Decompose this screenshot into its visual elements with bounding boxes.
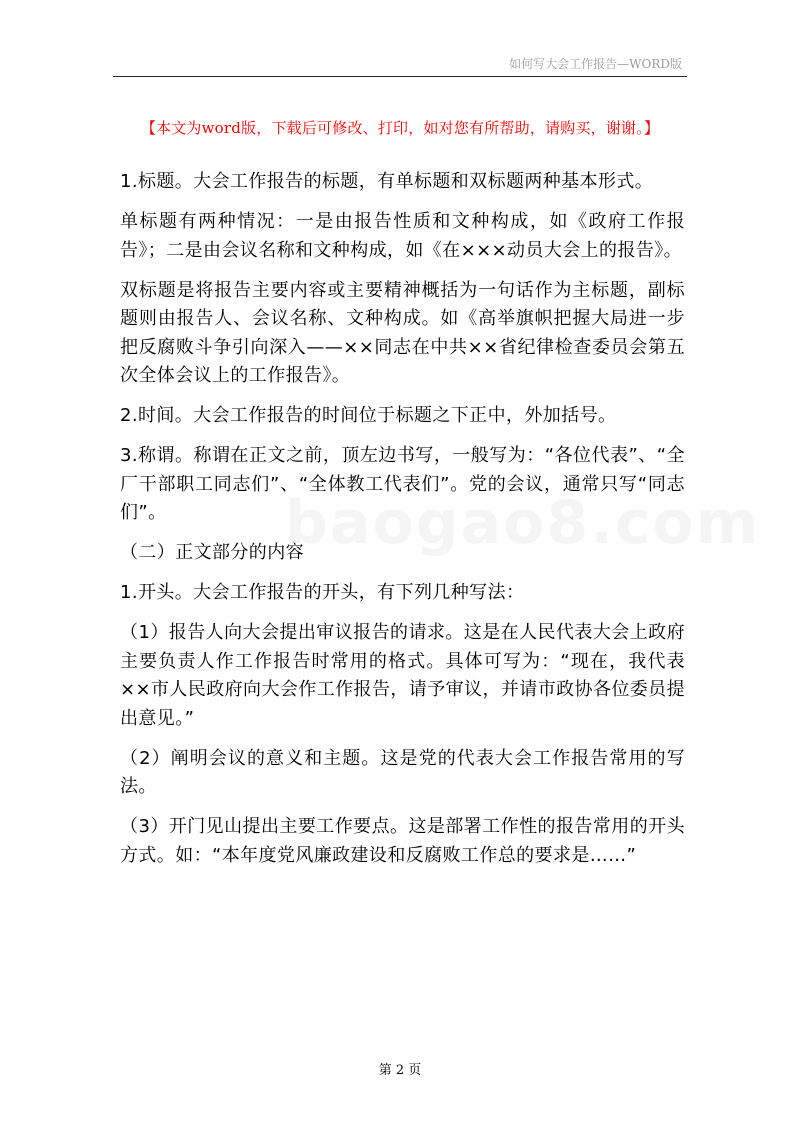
document-body [120,168,685,882]
paragraph-time: 2.时间。大会工作报告的时间位于标题之下正中，外加括号。 [120,405,617,426]
paragraph-opening-method-1: （1）报告人向大会提出审议报告的请求。这是在人民代表大会上政府主要负责人作工作报告时常用的格式。具体可写为：“现在，我代表××市人民政府向大会作工作报告，请予审议，并请市政协各位委员提出意见。” [120,622,685,729]
paragraph-opening: 1.开头。大会工作报告的开头，有下列几种写法： [120,582,525,603]
paragraph-salutation: 3.称谓。称谓在正文之前，顶左边书写，一般写为：“各位代表”、“全厂干部职工同志们”、“全体教工代表们”。党的会议，通常只写“同志们”。 [120,445,685,523]
header-divider [113,76,687,77]
watermark: baogao8.com [285,488,761,558]
paragraph-opening-method-3: （3）开门见山提出主要工作要点。这是部署工作性的报告常用的开头方式。如：“本年度党风廉政建设和反腐败工作总的要求是……” [120,816,685,866]
paragraph-opening-method-2: （2）阐明会议的意义和主题。这是党的代表大会工作报告常用的写法。 [120,747,685,797]
running-header: 如何写大会工作报告—WORD版 [509,57,682,71]
paragraph-single-title: 单标题有两种情况：一是由报告性质和文种构成，如《政府工作报告》；二是由会议名称和文种构成，如《在×××动员大会上的报告》。 [120,211,685,261]
section-heading-body-content: （二）正文部分的内容 [120,542,304,563]
paragraph-title-section: 1.标题。大会工作报告的标题，有单标题和双标题两种基本形式。 [120,171,654,192]
download-notice: 【本文为word版，下载后可修改、打印，如对您有所帮助，请购买，谢谢。】 [140,119,660,137]
page-number: 第 2 页 [378,1063,422,1078]
paragraph-double-title: 双标题是将报告主要内容或主要精神概括为一句话作为主标题，副标题则由报告人、会议名称、文种构成。如《高举旗帜把握大局进一步把反腐败斗争引向深入——××同志在中共××省纪律检查委员会第五次全体会议上的工作报告》。 [120,279,685,386]
